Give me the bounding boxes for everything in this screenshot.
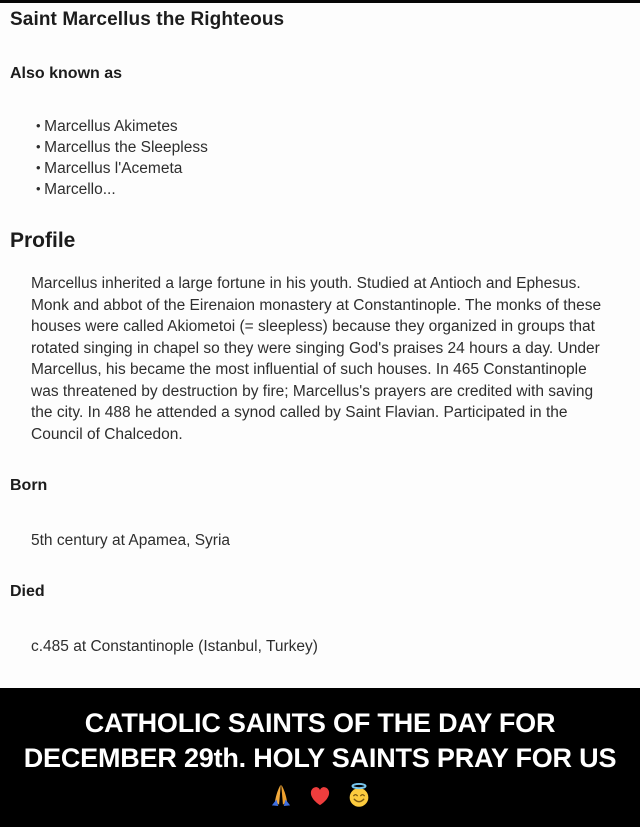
banner-line-2: DECEMBER 29th. HOLY SAINTS PRAY FOR US: [23, 742, 617, 773]
profile-text: Marcellus inherited a large fortune in his youth. Studied at Antioch and Ephesus. Monk and abbot of the Eirenaion monastery at Constantinople. The monks of these houses were called Akiometoi (= sleepless) because they organized in groups that rotated singing in chapel so they were singing God's praises 24 hours a day. Under Marcellus, his became the most influential of such houses. In 465 Constantinople was threatened by destruction by fire; Marcellus's prayers are credited with saving the city. In 488 he attended a synod called by Saint Flavian. Participated in the Council of Chalcedon.: [31, 275, 602, 443]
aka-list-item: • Marcellus the Sleepless: [36, 137, 618, 158]
banner-emoji-row: [268, 780, 372, 810]
also-known-as-list: [36, 116, 618, 200]
red-heart-emoji: [307, 782, 333, 808]
section-heading-profile: Profile: [10, 229, 76, 252]
section-heading-died: Died: [10, 582, 45, 600]
section-heading-born: Born: [10, 477, 48, 494]
banner-line-1: CATHOLIC SAINTS OF THE DAY FOR: [84, 707, 556, 738]
aka-list-item: • Marcellus l'Acemeta: [36, 158, 618, 179]
aka-list-item: • Marcellus Akimetes: [36, 116, 618, 137]
section-heading-also-known-as: Also known as: [10, 65, 123, 82]
aka-list-item: • Marcello...: [36, 179, 618, 200]
caption-banner: [0, 688, 640, 827]
smiling-face-with-halo-emoji: [346, 782, 372, 808]
born-text: 5th century at Apamea, Syria: [31, 532, 231, 549]
folded-hands-emoji: [268, 782, 294, 808]
page-title: Saint Marcellus the Righteous: [10, 9, 285, 30]
saint-profile-document: [0, 3, 640, 688]
died-text: c.485 at Constantinople (Istanbul, Turkey): [31, 637, 318, 655]
